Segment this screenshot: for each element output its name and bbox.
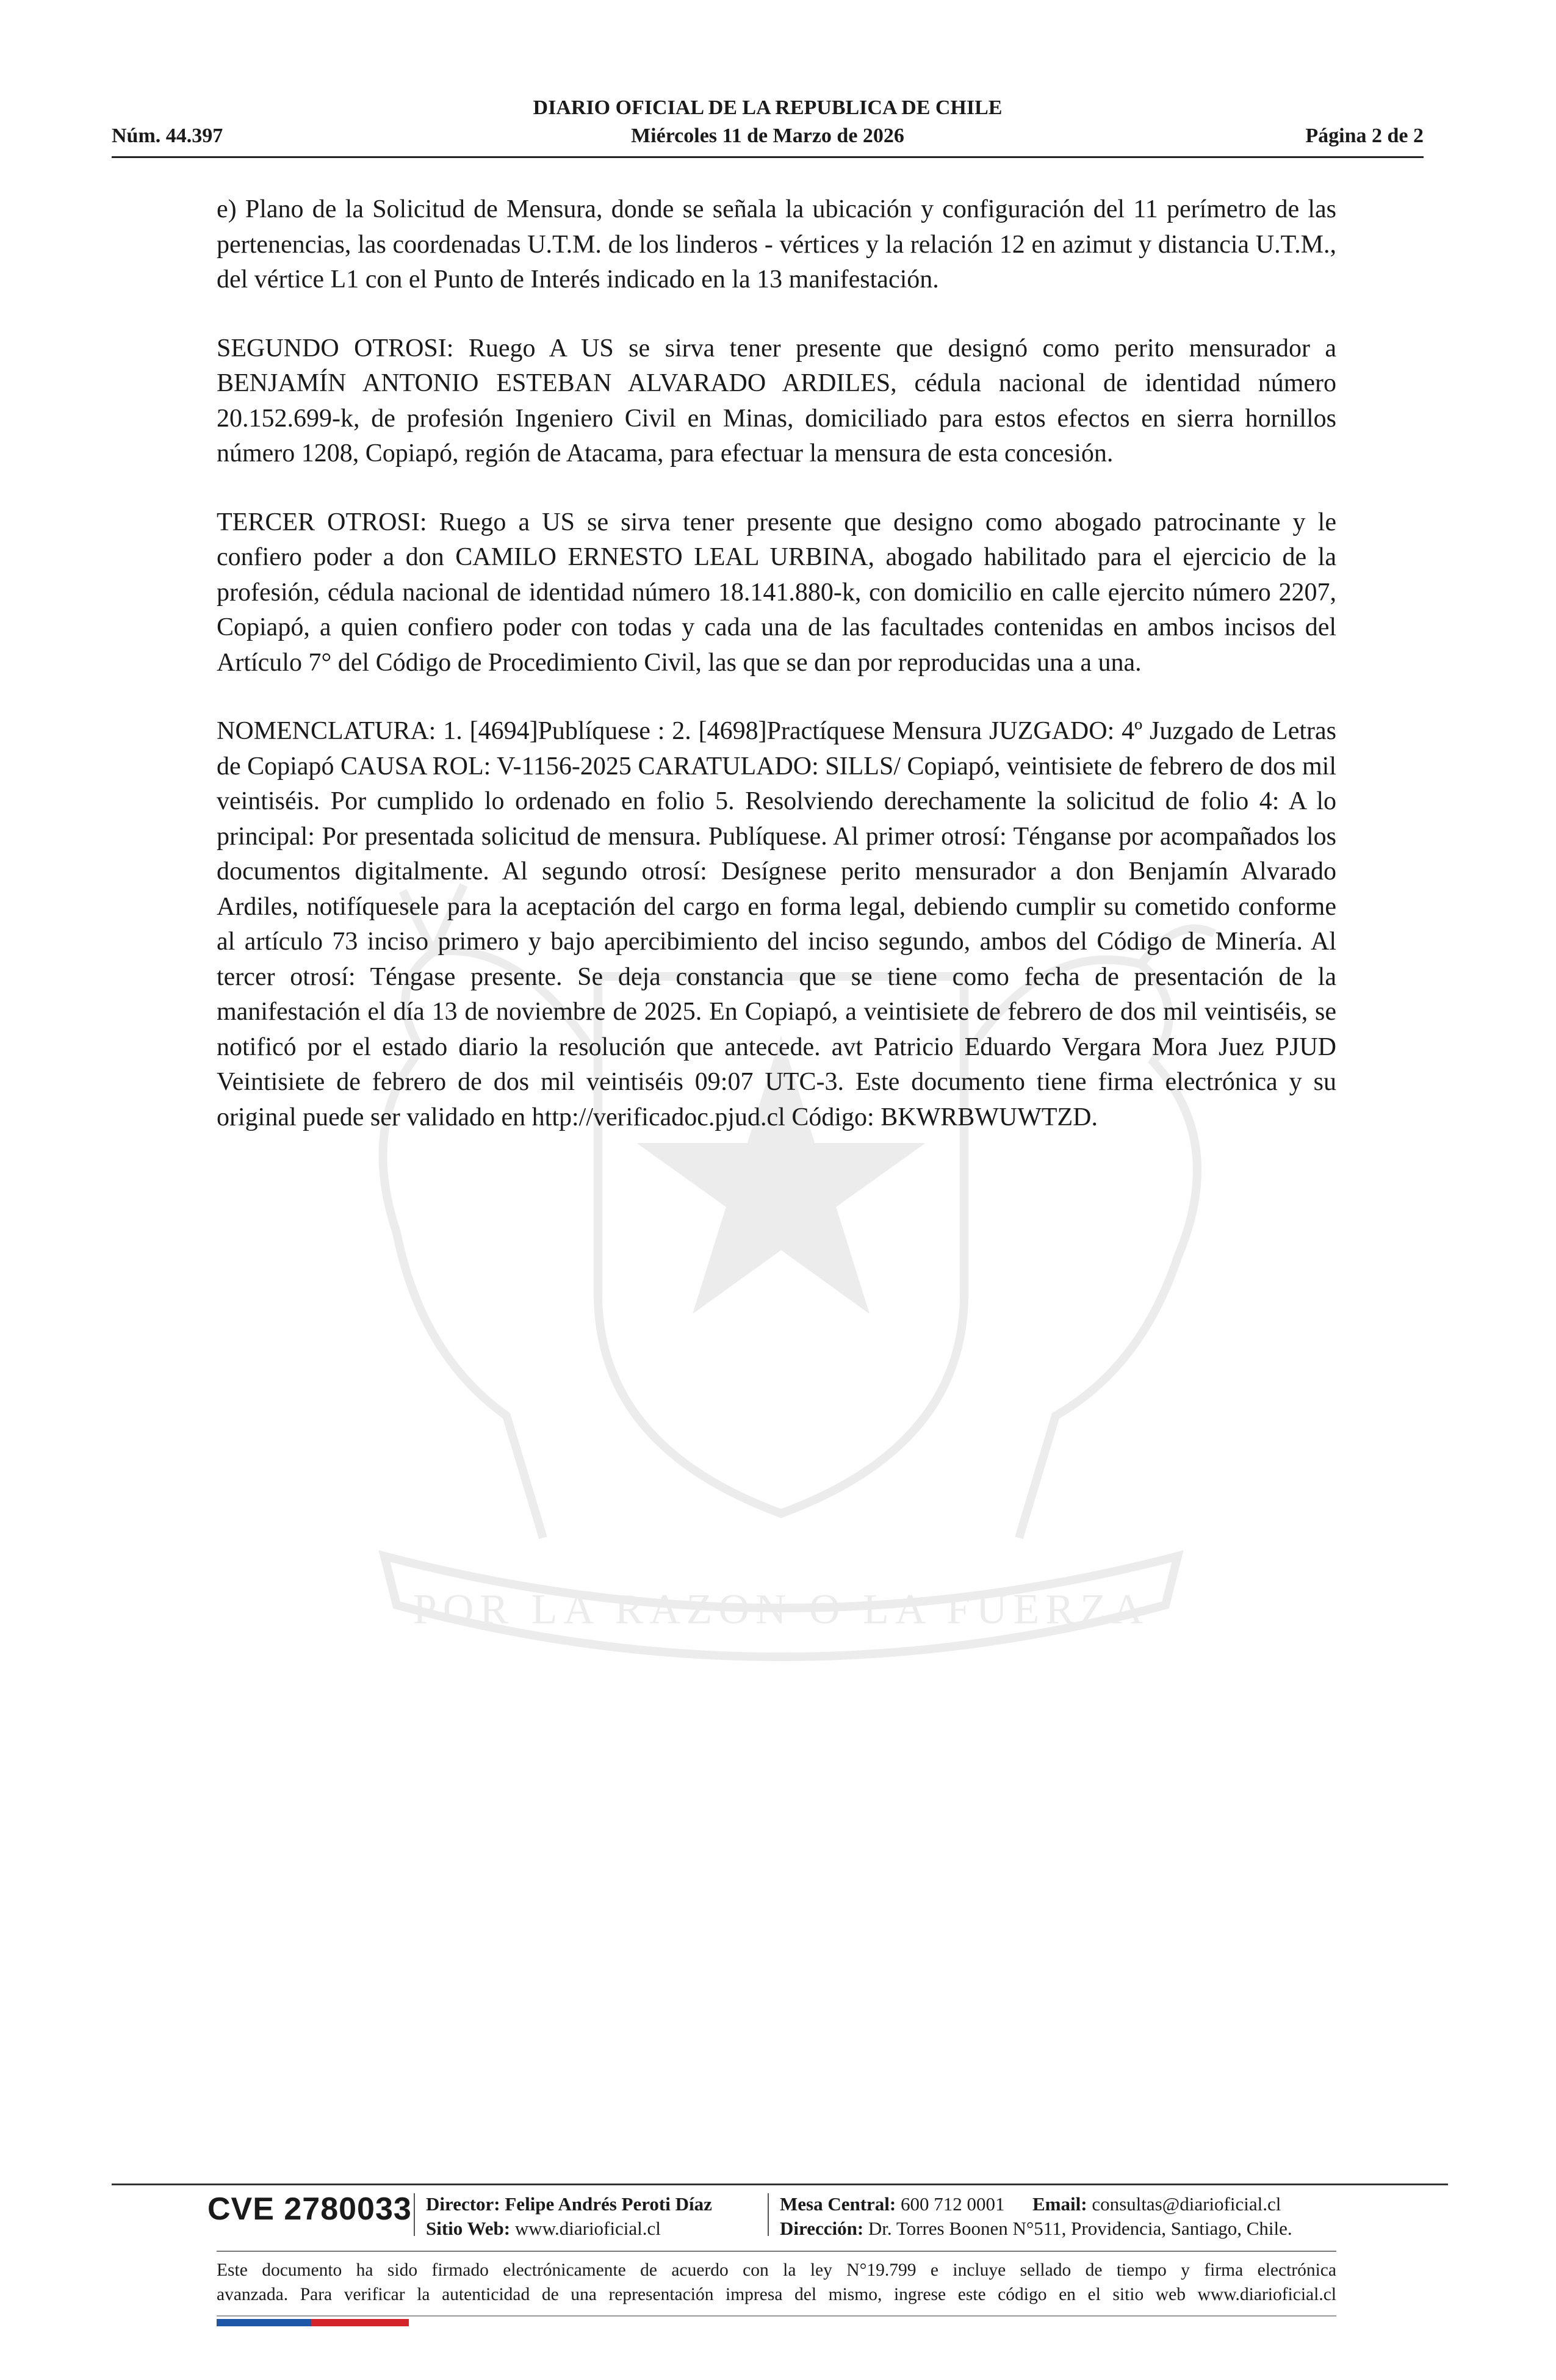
issue-date: Miércoles 11 de Marzo de 2026 (631, 124, 904, 147)
footer-separator-1 (414, 2193, 415, 2236)
director-name: Felipe Andrés Peroti Díaz (505, 2193, 712, 2215)
page-header (112, 92, 1424, 159)
legal-notice-line-1: Este documento ha sido firmado electrónicamente de acuerdo con la ley N°19.799 e incluye sellado de tiempo y firma electrónica (217, 2260, 1336, 2280)
issue-number: Núm. 44.397 (112, 124, 223, 147)
page-number: Página 2 de 2 (1305, 124, 1424, 147)
watermark-motto: POR LA RAZON O LA FUERZA (412, 1586, 1150, 1633)
paragraph-plano: e) Plano de la Solicitud de Mensura, donde se señala la ubicación y configuración del 11 perímetro de las pertenencias, las coordenadas U.T.M. de los linderos - vértices y la relación 12 en azimut y distancia U.T.M., del vértice L1 con el Punto de Interés indicado en la 13 manifestación. (217, 195, 1336, 294)
header-divider (112, 156, 1424, 158)
footer-divider-top (112, 2183, 1448, 2185)
paragraph-tercer-otrosi: TERCER OTROSI: Ruego a US se sirva tener presente que designo como abogado patrocinante y le confiero poder a don CAMILO ERNESTO LEAL URBINA, abogado habilitado para el ejercicio de la profesión, cédula nacional de identidad número 18.141.880-k, con domicilio en calle ejercito número 2207, Copiapó, a quien confiero poder con todas y cada una de las facultades contenidas en ambos incisos del Artículo 7° del Código de Procedimiento Civil, las que se dan por reproducidas una a una. (217, 508, 1336, 677)
email-label: Email: (1032, 2193, 1087, 2215)
document-body (217, 192, 1336, 1169)
footer-divider-bottom (217, 2315, 1336, 2317)
phone-number: 600 712 0001 (901, 2193, 1005, 2215)
address-line (780, 2216, 1292, 2241)
phone-email-line (780, 2192, 1292, 2216)
newspaper-title: DIARIO OFICIAL DE LA REPUBLICA DE CHILE (533, 96, 1003, 119)
director-label: Director: (426, 2193, 500, 2215)
website-label: Sitio Web: (426, 2218, 511, 2239)
paragraph-nomenclatura: NOMENCLATURA: 1. [4694]Publíquese : 2. [4698]Practíquese Mensura JUZGADO: 4º Juzgado de Letras de Copiapó CAUSA ROL: V-1156-2025 CARATULADO: SILLS/ Copiapó, veintisiete de febrero de dos mil veintiséis. Por cumplido lo ordenado en folio 5. Resolviendo derechamente la solicitud de folio 4: A lo principal: Por presentada solicitud de mensura. Publíquese. Al primer otrosí: Ténganse por acompañados los documentos digitalmente. Al segundo otrosí: Desígnese perito mensurador a don Benjamín Alvarado Ardiles, notifíquesele para la aceptación del cargo en forma legal, debiendo cumplir su cometido conforme al artículo 73 inciso primero y bajo apercibimiento del inciso segundo, ambos del Código de Minería. Al tercer otrosí: Téngase presente. Se deja constancia que se tiene como fecha de presentación de la manifestación el día 13 de noviembre de 2025. En Copiapó, a veintisiete de febrero de dos mil veintiséis, se notificó por el estado diario la resolución que antecede. avt Patricio Eduardo Vergara Mora Juez PJUD Veintisiete de febrero de dos mil veintiséis 09:07 UTC-3. Este documento tiene firma electrónica y su original puede ser validado en http://verificadoc.pjud.cl Código: BKWRBWUWTZD. (217, 717, 1336, 1131)
address-text: Dr. Torres Boonen N°511, Providencia, Santiago, Chile. (868, 2218, 1292, 2239)
flag-stripe-blue (217, 2319, 311, 2326)
legal-notice-line-2: avanzada. Para verificar la autenticidad de una representación impresa del mismo, ingrese este código en el sitio web www.diarioficial.cl (217, 2285, 1336, 2304)
address-label: Dirección: (780, 2218, 864, 2239)
paragraph-segundo-otrosi: SEGUNDO OTROSI: Ruego A US se sirva tener presente que designó como perito mensurador a BENJAMÍN ANTONIO ESTEBAN ALVARADO ARDILES, cédula nacional de identidad número 20.152.699-k, de profesión Ingeniero Civil en Minas, domiciliado para estos efectos en sierra hornillos número 1208, Copiapó, región de Atacama, para efectuar la mensura de esta concesión. (217, 334, 1336, 467)
cve-code: CVE 2780033 (207, 2191, 412, 2227)
footer-divider-middle (217, 2251, 1336, 2252)
phone-label: Mesa Central: (780, 2193, 896, 2215)
website-line (426, 2216, 712, 2241)
website-link[interactable]: www.diarioficial.cl (514, 2218, 661, 2239)
footer-separator-2 (768, 2193, 769, 2236)
director-line (426, 2192, 712, 2216)
footer-contact-block (780, 2192, 1292, 2241)
email-address[interactable]: consultas@diarioficial.cl (1092, 2193, 1281, 2215)
flag-stripe-red (311, 2319, 409, 2326)
footer-director-block (426, 2192, 712, 2241)
